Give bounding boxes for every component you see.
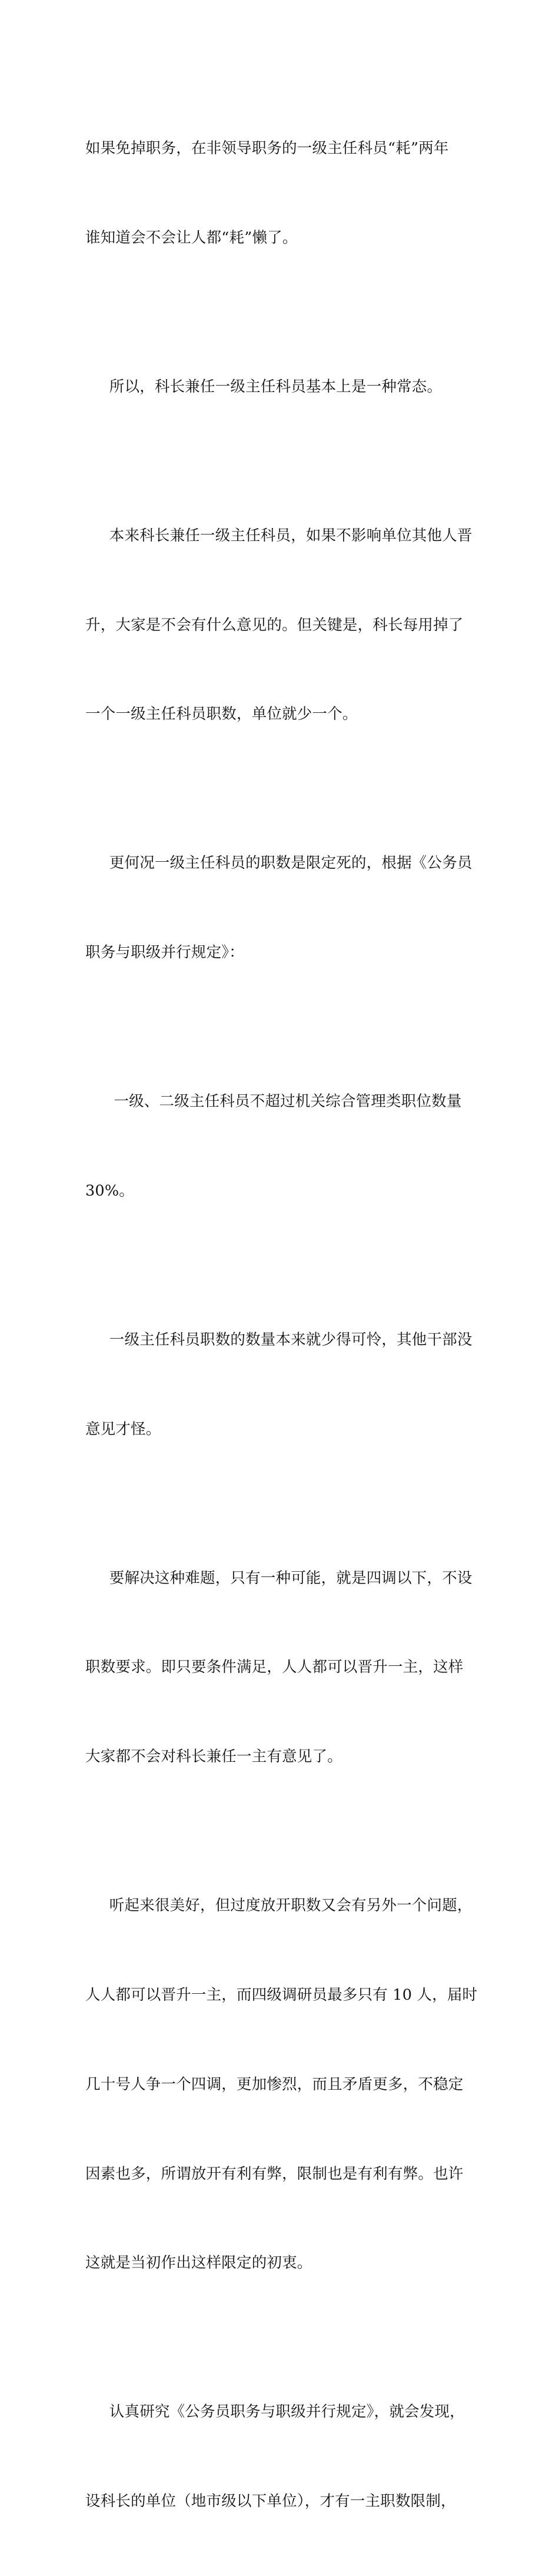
paragraph-line: 人人都可以晋升一主，而四级调研员最多只有 10 人，届时: [85, 1986, 478, 2004]
document-body: [85, 74, 478, 2576]
paragraph-3: [85, 462, 474, 789]
paragraph-line: 职数要求。即只要条件满足，人人都可以晋升一主，这样: [85, 1658, 464, 1677]
paragraph-line: 几十号人争一个四调，更加惨烈，而且矛盾更多，不稳定: [85, 2075, 464, 2093]
paragraph-8: [85, 1831, 478, 2338]
paragraph-line: 一级、二级主任科员不超过机关综合管理类职位数量: [114, 1093, 462, 1111]
paragraph-line: 认真研究《公务员职务与职级并行规定》，就会发现，: [109, 2403, 465, 2421]
paragraph-6: [85, 1266, 474, 1504]
paragraph-line: 大家都不会对科长兼任一主有意见了。: [85, 1748, 342, 1766]
paragraph-line: 30%。: [85, 1181, 134, 1200]
paragraph-line: 听起来很美好，但过度放开职数又会有另外一个问题，: [109, 1897, 473, 1915]
paragraph-line: 因素也多，所谓放开有利有弊，限制也是有利有弊。也许: [85, 2165, 464, 2183]
paragraph-9: [85, 2338, 474, 2576]
paragraph-line: 职务与职级并行规定》：: [85, 944, 244, 962]
paragraph-line: 所以，科长兼任一级主任科员基本上是一种常态。: [109, 377, 442, 396]
paragraph-line: 如果免掉职务，在非领导职务的一级主任科员“耗”两年: [85, 140, 449, 158]
paragraph-1: [85, 74, 474, 313]
paragraph-line: 意见才怪。: [85, 1420, 161, 1438]
paragraph-line: 一个一级主任科员职数，单位就少一个。: [85, 705, 358, 723]
paragraph-4: [85, 789, 474, 1027]
paragraph-line: 一级主任科员职数的数量本来就少得可怜，其他干部没: [109, 1330, 473, 1349]
paragraph-line: 设科长的单位（地市级以下单位），才有一主职数限制，: [85, 2492, 456, 2511]
paragraph-2: [85, 313, 474, 462]
paragraph-7: [85, 1504, 474, 1832]
paragraph-5: [85, 1027, 474, 1266]
paragraph-line: 升，大家是不会有什么意见的。但关键是，科长每用掉了: [85, 616, 464, 634]
paragraph-line: 更何况一级主任科员的职数是限定死的，根据《公务员: [109, 854, 473, 872]
paragraph-line: 本来科长兼任一级主任科员，如果不影响单位其他人晋: [109, 526, 473, 545]
paragraph-line: 要解决这种难题，只有一种可能，就是四调以下，不设: [109, 1569, 473, 1587]
paragraph-line: 这就是当初作出这样限定的初衷。: [85, 2254, 312, 2272]
paragraph-line: 谁知道会不会让人都“耗”懒了。: [85, 228, 298, 247]
